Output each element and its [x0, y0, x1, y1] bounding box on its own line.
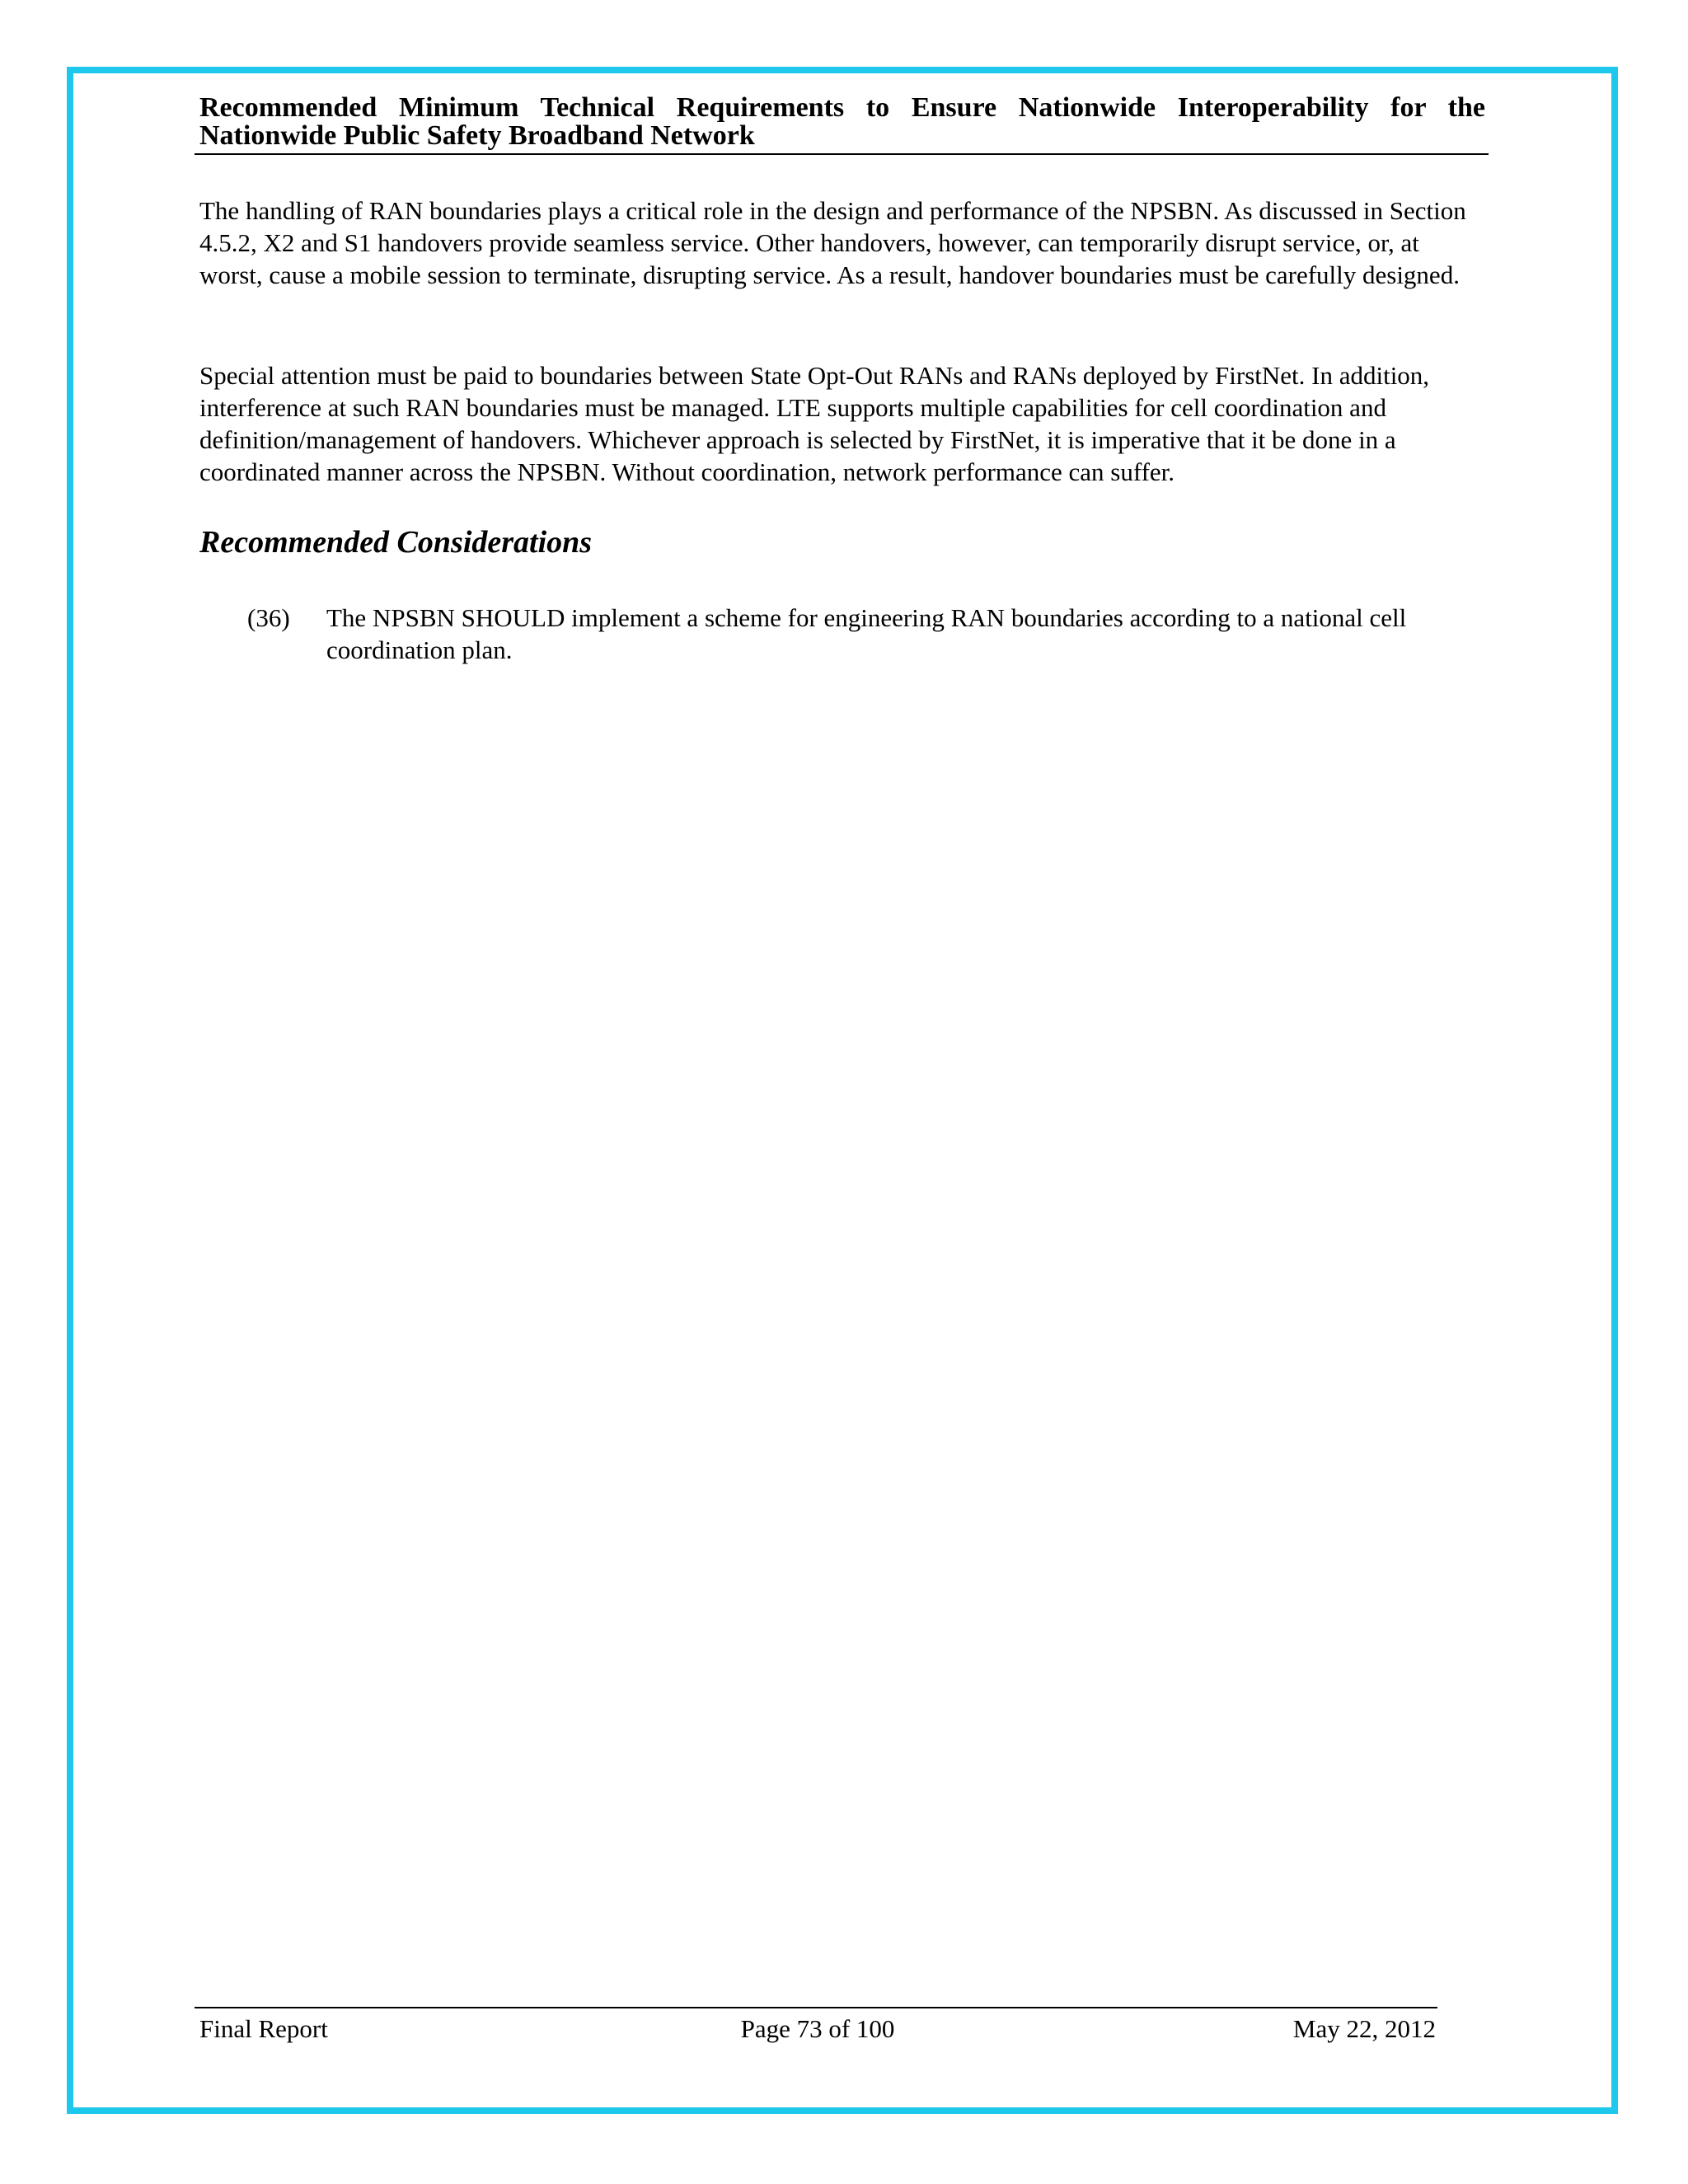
- document-header: Recommended Minimum Technical Requirements to Ensure Nationwide Interoperability for the Nationwide Public Safety Broadband Network: [199, 92, 1485, 151]
- section-heading: Recommended Considerations: [199, 525, 593, 560]
- header-rule: [195, 153, 1489, 155]
- footer-rule: [195, 2007, 1437, 2008]
- recommendation-number: (36): [247, 603, 290, 632]
- recommendation-text: The NPSBN SHOULD implement a scheme for engineering RAN boundaries according to a national cell coordination plan.: [326, 603, 1407, 664]
- footer-page-number: Page 73 of 100: [740, 2014, 895, 2043]
- recommendation-item: [247, 602, 1485, 666]
- body-paragraph-1: The handling of RAN boundaries plays a critical role in the design and performance of the NPSBN. As discussed in Section 4.5.2, X2 and S1 handovers provide seamless service. Other handovers, however, can temporarily disrupt service, or, at worst, cause a mobile session to terminate, disrupting service. As a result, handover boundaries must be carefully designed.: [199, 196, 1466, 289]
- footer-report-label: Final Report: [199, 2014, 328, 2043]
- page-footer: [199, 2013, 1436, 2046]
- body-paragraph-2: Special attention must be paid to boundaries between State Opt-Out RANs and RANs deployed by FirstNet. In addition, interference at such RAN boundaries must be managed. LTE supports multiple capabilities for cell coordination and definition/management of handovers. Whichever approach is selected by FirstNet, it is imperative that it be done in a coordinated manner across the NPSBN. Without coordination, network performance can suffer.: [199, 361, 1430, 486]
- footer-date: May 22, 2012: [1292, 2014, 1436, 2043]
